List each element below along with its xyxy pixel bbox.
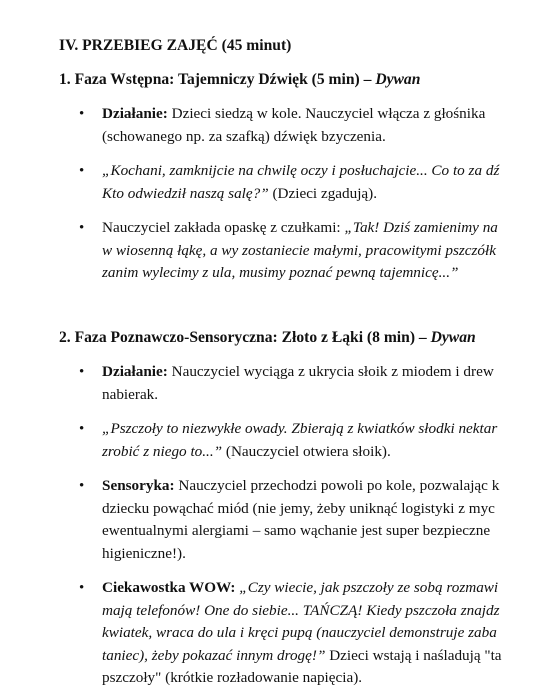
text-line [102,126,554,149]
text-line [102,361,554,384]
text-segment: „Pszczoły to niezwykłe owady. Zbierają z kwiatków słodki nektar [102,420,498,437]
text-segment: mają telefonów! One do siebie... TAŃCZĄ! Kiedy pszczoła znajdz [102,601,500,619]
list-item [0,160,554,205]
text-segment: taniec), żeby pokazać innym drogę!” [102,646,326,664]
text-segment: pszczoły" (krótkie rozładowanie napięcia). [102,669,363,686]
bullet-dot-icon: • [79,220,85,236]
text-line [102,600,554,623]
bullet-dot-icon: • [79,580,85,596]
text-line [102,498,554,521]
phase-title-1 [59,71,420,89]
text-line [102,520,554,543]
text-segment: „Tak! Dziś zamienimy na [344,219,498,236]
phase-2-bullet-list [0,361,554,698]
phase-1-bullet-list [0,103,554,297]
list-item [0,577,554,690]
text-segment: Nauczyciel zakłada opaskę z czułkami: [102,219,345,236]
text-segment: (schowanego np. za szafką) dźwięk bzyczenia. [102,127,386,145]
text-line [102,384,554,407]
text-line [102,475,554,498]
text-segment: „Czy wiecie, jak pszczoły ze sobą rozmawi [235,579,499,596]
text-segment: higieniczne!). [102,544,186,562]
phase-place: Dywan [375,71,421,88]
text-segment: Nauczyciel wyciąga z ukrycia słoik z miodem i drew [167,363,494,380]
text-segment: (Nauczyciel otwiera słoik). [222,442,391,460]
phase-title-text: 1. Faza Wstępna: Tajemniczy Dźwięk (5 min) – [59,71,376,88]
text-segment: Kto odwiedził naszą salę?” [102,184,269,202]
text-line [102,441,554,464]
phase-place: Dywan [430,329,476,346]
phase-title-text: 2. Faza Poznawczo-Sensoryczna: Złoto z Łąki (8 min) – [59,329,431,346]
list-item [0,217,554,285]
list-item [0,361,554,406]
text-segment: Działanie: [102,105,168,122]
bullet-dot-icon: • [79,421,85,437]
bullet-dot-icon: • [79,364,85,380]
text-line [102,183,554,206]
text-line [102,667,554,690]
text-line [102,217,554,240]
bullet-dot-icon: • [79,106,85,122]
text-line [102,262,554,285]
text-line [102,160,554,183]
text-segment: w wiosenną łąkę, a wy zostaniecie małymi, pracowitymi pszczółk [102,241,496,259]
text-segment: Działanie: [102,363,168,380]
text-segment: Dzieci siedzą w kole. Nauczyciel włącza z głośnika [167,105,486,122]
text-segment: nabierak. [102,385,159,403]
text-line [102,645,554,668]
text-segment: „Kochani, zamknijcie na chwilę oczy i posłuchajcie... Co to za dź [102,162,500,179]
text-segment: kwiatek, wraca do ula i kręci pupą (nauczyciel demonstruje zaba [102,624,497,641]
text-segment: (Dzieci zgadują). [268,184,378,202]
text-line [102,240,554,263]
bullet-dot-icon: • [79,163,85,179]
text-line [102,543,554,566]
text-segment: Nauczyciel przechodzi powoli po kole, pozwalając k [174,477,500,494]
text-line [102,622,554,645]
phase-title-2 [59,329,476,347]
list-item [0,103,554,148]
text-line [102,418,554,441]
text-segment: dziecku powąchać miód (nie jemy, żeby uniknąć logistyki z myc [102,499,495,517]
list-item [0,418,554,463]
text-line [102,577,554,600]
text-segment: zrobić z niego to...” [102,442,223,460]
list-item [0,475,554,565]
text-segment: Sensoryka: [102,477,175,494]
text-segment: Ciekawostka WOW: [102,579,236,596]
bullet-dot-icon: • [79,478,85,494]
text-segment: zanim wylecimy z ula, musimy poznać pewną tajemnicę...” [102,264,459,281]
text-segment: Dzieci wstają i naśladują "ta [325,646,502,664]
section-title: IV. PRZEBIEG ZAJĘĆ (45 minut) [59,37,292,54]
text-line [102,103,554,126]
text-segment: ewentualnymi alergiami – samo wąchanie jest super bezpieczne [102,522,491,539]
